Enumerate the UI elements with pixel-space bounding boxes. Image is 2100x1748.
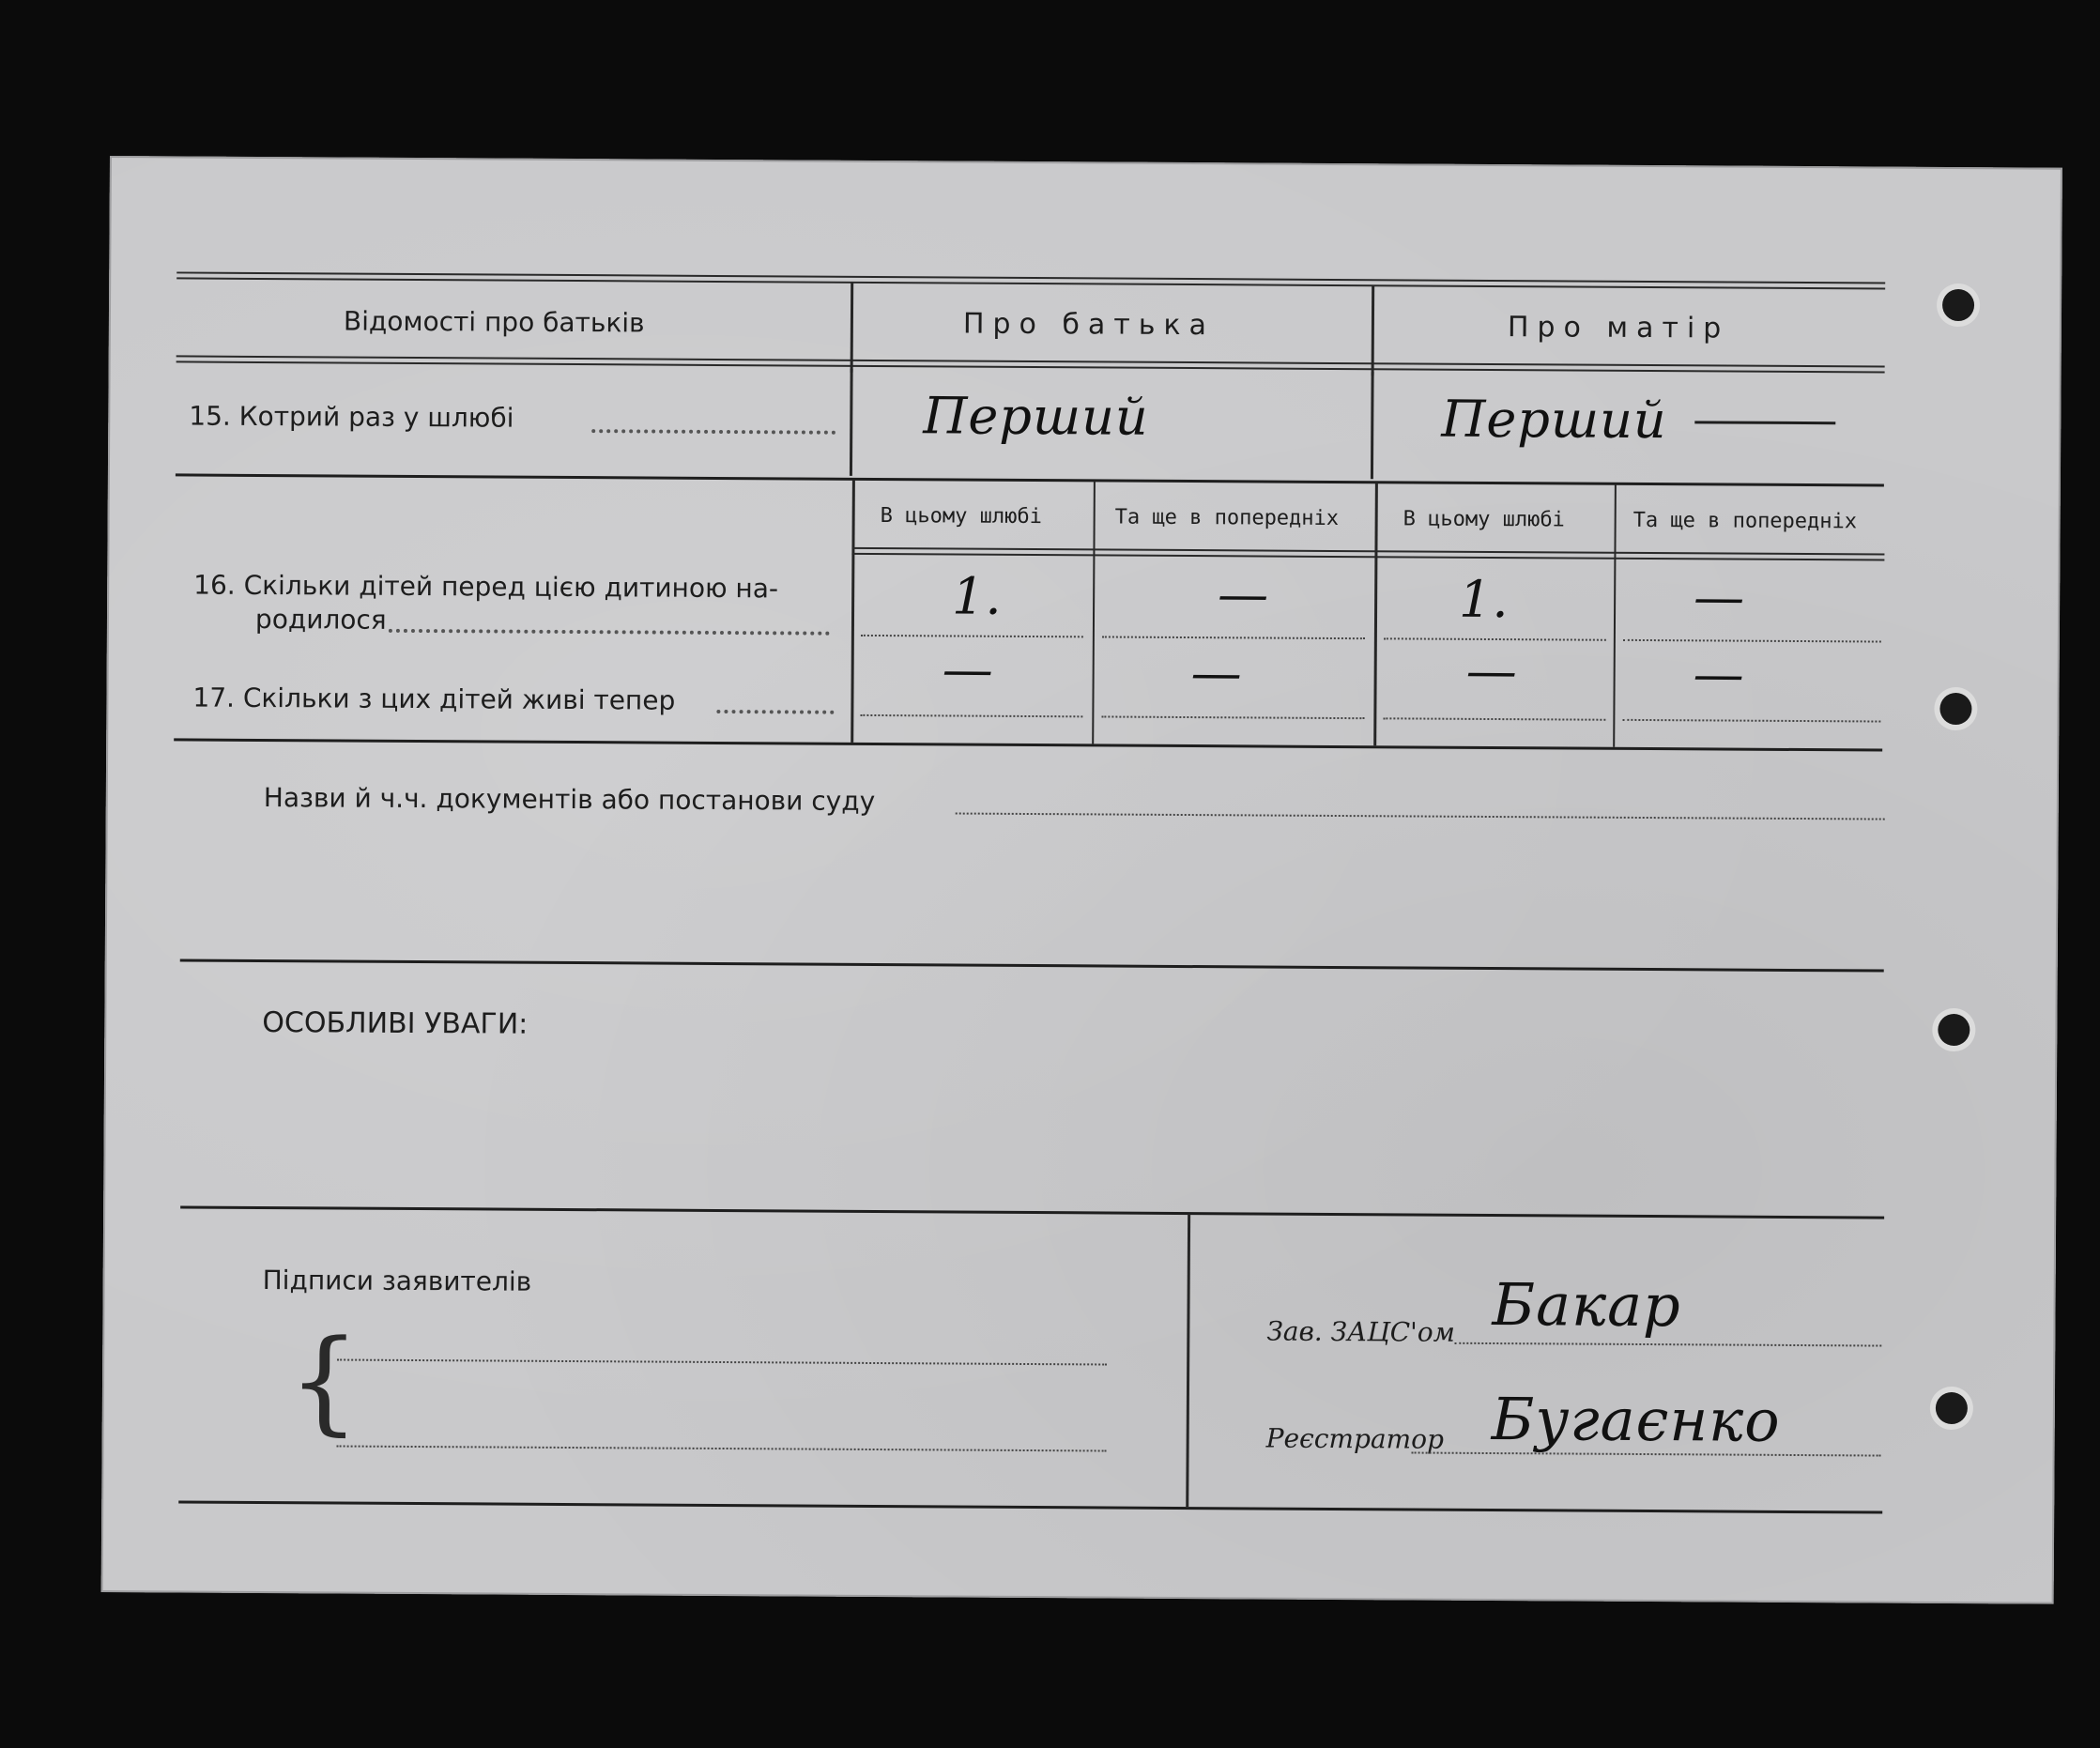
subheader-mother-prev: Та ще в попередніх xyxy=(1632,508,1858,534)
binding-hole xyxy=(1936,1392,1968,1424)
row17-father-prev: — xyxy=(1190,643,1243,703)
row17-label: 17. Скільки з цих дітей живі тепер xyxy=(192,682,676,716)
top-rule xyxy=(176,271,1885,289)
dot-line xyxy=(1623,639,1881,643)
subheader-father-prev: Та ще в попередніх xyxy=(1114,505,1340,531)
divider-v xyxy=(850,369,853,476)
row16-father-this: 1. xyxy=(951,566,1003,626)
signature-divider xyxy=(1186,1214,1190,1507)
dot-line xyxy=(1383,717,1605,720)
dot-leader xyxy=(389,629,830,636)
applicant-signature-line xyxy=(337,1446,1107,1452)
row17-father-this: — xyxy=(942,639,994,699)
special-notes-label: ОСОБЛИВІ УВАГИ: xyxy=(262,1006,529,1041)
brace-mark: { xyxy=(287,1316,360,1448)
head-signature: Бакар xyxy=(1492,1270,1681,1341)
documents-label: Назви й ч.ч. документів або постанови суду xyxy=(263,782,876,817)
row16-label-line1: 16. Скільки дітей перед цією дитиною на- xyxy=(193,569,779,605)
dot-line xyxy=(860,714,1082,717)
applicants-label: Підписи заявителів xyxy=(262,1265,532,1297)
row16-label-line2: родилося xyxy=(254,603,387,636)
notes-bottom-rule xyxy=(180,1205,1884,1219)
divider-v xyxy=(1092,481,1096,744)
signature-bottom-rule xyxy=(178,1500,1882,1513)
subheader-mother-this: В цьому шлюбі xyxy=(1403,507,1565,532)
rows-bottom-rule xyxy=(174,738,1882,751)
documents-bottom-rule xyxy=(180,958,1884,972)
dot-leader xyxy=(591,429,835,435)
binding-hole xyxy=(1938,1014,1970,1046)
row16-father-prev: — xyxy=(1217,564,1270,624)
documents-line xyxy=(956,813,1885,820)
divider-v xyxy=(851,283,854,373)
row16-mother-this: 1. xyxy=(1458,569,1510,630)
registrar-signature: Бугаєнко xyxy=(1491,1385,1781,1455)
head-label: Зав. ЗАЦС'ом xyxy=(1266,1315,1455,1348)
registrar-label: Реєстратор xyxy=(1265,1422,1445,1455)
divider-v xyxy=(1373,483,1378,745)
header-father: Про батька xyxy=(962,307,1216,343)
row16-mother-prev: — xyxy=(1693,567,1746,627)
dash-mark xyxy=(1694,421,1835,424)
binding-hole xyxy=(1942,289,1974,321)
head-signature-line xyxy=(1454,1342,1881,1347)
header-parents-info: Відомості про батьків xyxy=(343,305,645,339)
header-rule xyxy=(176,355,1885,373)
binding-hole xyxy=(1939,693,1971,725)
row17-mother-prev: — xyxy=(1693,644,1745,704)
dot-line xyxy=(1101,715,1364,719)
applicant-signature-line xyxy=(337,1359,1107,1366)
row15-mother-value: Перший xyxy=(1441,389,1667,451)
row15-label: 15. Котрий раз у шлюбі xyxy=(189,400,514,434)
divider-v xyxy=(851,480,855,743)
subheader-rule xyxy=(851,547,1884,561)
divider-v xyxy=(1372,285,1375,376)
divider-v xyxy=(1371,372,1374,479)
row15-bottom-rule xyxy=(176,473,1884,486)
row17-mother-this: — xyxy=(1465,640,1518,701)
dot-line xyxy=(1102,636,1365,639)
form-sheet xyxy=(101,156,2062,1604)
dot-leader xyxy=(716,710,834,714)
divider-v xyxy=(1613,484,1617,747)
header-mother: Про матір xyxy=(1507,311,1730,345)
dot-line xyxy=(1622,719,1880,723)
subheader-father-this: В цьому шлюбі xyxy=(880,504,1042,529)
dot-line xyxy=(861,635,1083,637)
row15-father-value: Перший xyxy=(923,386,1149,447)
